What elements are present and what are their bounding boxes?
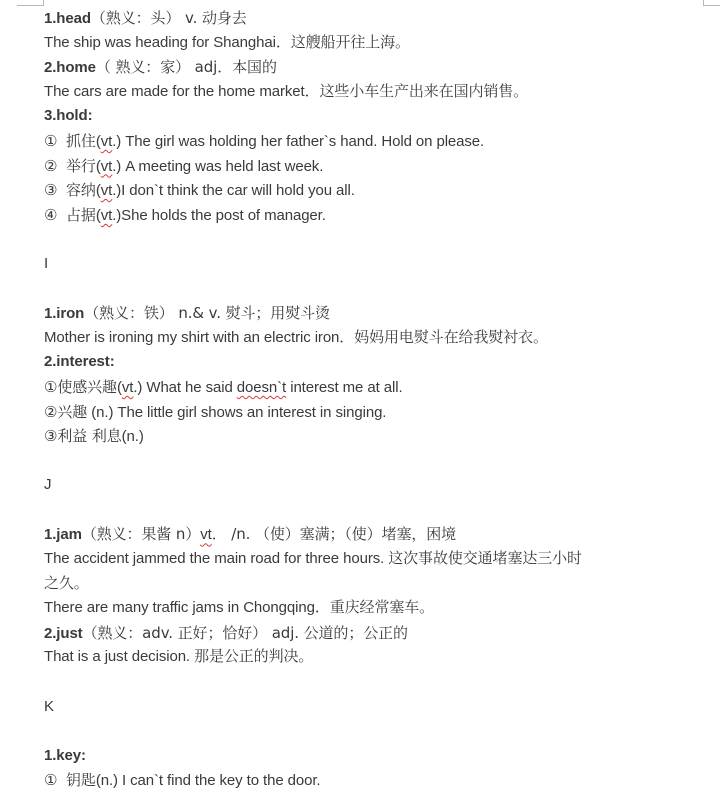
part-of-speech: (n.): [87, 403, 114, 421]
definition: （熟义：adv. 正好；恰好） adj. 公道的；公正的: [82, 623, 408, 642]
sense-chinese: 使感兴趣: [57, 377, 117, 396]
headword: 1.jam: [44, 526, 82, 544]
blank-line: [44, 719, 714, 744]
part-of-speech: (vt.): [116, 378, 143, 396]
sense-item: [44, 375, 714, 400]
spellcheck-flag: vt: [100, 157, 113, 175]
sense-item: [44, 203, 714, 228]
sense-item: [44, 400, 714, 425]
blank-line: [44, 449, 714, 474]
spellcheck-flag: vt: [200, 526, 212, 544]
definition: （熟义：铁） n.& v. 熨斗；用熨斗烫: [84, 304, 330, 323]
entry-just: [44, 621, 714, 646]
sense-example: I don`t think the car will hold you all.: [121, 182, 355, 200]
blank-line: [44, 498, 714, 523]
headword: 3.hold:: [44, 107, 93, 125]
spellcheck-flag: vt: [100, 206, 113, 224]
sense-chinese: 钥匙: [61, 771, 96, 790]
example-sentence: Mother is ironing my shirt with an electric iron．妈妈用电熨斗在给我熨衬衣。: [44, 328, 548, 346]
example-sentence-cont: 之久。: [44, 574, 89, 592]
blank-line: [44, 277, 714, 302]
sense-item: [44, 178, 714, 203]
sense-item: [44, 154, 714, 179]
spellcheck-flag: vt: [121, 378, 134, 396]
spellcheck-flag: vt: [100, 182, 113, 200]
example-sentence: That is a just decision. 那是公正的判决。: [44, 648, 314, 666]
headword: 1.iron: [44, 305, 85, 323]
circled-number-3: ③: [44, 428, 58, 446]
sense-chinese: 占据: [61, 205, 96, 224]
sense-chinese: 举行: [61, 156, 96, 175]
spellcheck-flag: doesn`t: [236, 378, 287, 396]
part-of-speech: (n.): [121, 428, 144, 446]
sense-example: She holds the post of manager.: [121, 206, 326, 224]
headword: 2.home: [44, 59, 96, 77]
sense-chinese: 抓住: [61, 131, 96, 150]
example-sentence: There are many traffic jams in Chongqing．重庆经常塞车。: [44, 599, 435, 617]
sense-example: A meeting was held last week.: [121, 157, 324, 175]
sense-item: [44, 129, 714, 154]
part-of-speech: (vt.): [95, 157, 122, 175]
circled-number-4: ④: [44, 206, 58, 224]
example-sentence: The accident jammed the main road for three hours. 这次事故使交通堵塞达三小时: [44, 550, 582, 568]
headword: 2.just: [44, 624, 83, 642]
sense-chinese: 容纳: [61, 181, 96, 200]
circled-number-2: ②: [44, 157, 58, 175]
sense-example: The little girl shows an interest in singing.: [113, 403, 387, 421]
example-sentence: The cars are made for the home market．这些小车生产出来在国内销售。: [44, 82, 529, 100]
entry-head: [44, 6, 714, 31]
section-letter-i: I: [44, 254, 49, 272]
document-page[interactable]: [44, 6, 714, 793]
sense-example: interest me at all.: [286, 378, 403, 396]
circled-number-3: ③: [44, 182, 58, 200]
part-of-speech: (n.): [95, 772, 118, 790]
circled-number-1: ①: [44, 378, 58, 396]
circled-number-1: ①: [44, 772, 58, 790]
sense-item: [44, 424, 714, 449]
entry-key: [44, 744, 714, 769]
entry-jam: [44, 522, 714, 547]
entry-interest: [44, 350, 714, 375]
spellcheck-flag: vt: [100, 132, 113, 150]
definition: （熟义：头） v. 动身去: [90, 9, 247, 27]
headword: 1.head: [44, 10, 91, 27]
example-sentence: The ship was heading for Shanghai．这艘船开往上海。: [44, 33, 410, 51]
page-margin-mark-top-left: [17, 0, 44, 6]
blank-line: [44, 670, 714, 695]
sense-chinese: 兴趣: [57, 402, 88, 421]
definition: （熟义：果酱 n）: [81, 525, 201, 544]
part-of-speech: (vt.): [95, 206, 122, 224]
section-letter-k: K: [44, 697, 54, 715]
section-letter-j: J: [44, 476, 52, 494]
sense-chinese: 利益 利息: [57, 427, 122, 446]
part-of-speech: (vt.): [95, 132, 122, 150]
entry-hold: [44, 104, 714, 129]
circled-number-1: ①: [44, 132, 58, 150]
headword: 2.interest:: [44, 353, 115, 371]
definition-cont: ． /n. （使）塞满；（使）堵塞，困境: [211, 525, 457, 544]
sense-example: The girl was holding her father`s hand. Hold on please.: [121, 132, 485, 150]
part-of-speech: (vt.): [95, 182, 122, 200]
definition: （ 熟义：家） adj．本国的: [95, 58, 277, 77]
entry-home: [44, 55, 714, 80]
sense-item: [44, 768, 714, 793]
sense-example-pre: What he said: [142, 378, 237, 396]
entry-iron: [44, 301, 714, 326]
circled-number-2: ②: [44, 403, 58, 421]
blank-line: [44, 227, 714, 252]
sense-example: I can`t find the key to the door.: [117, 772, 321, 790]
headword: 1.key:: [44, 746, 86, 764]
